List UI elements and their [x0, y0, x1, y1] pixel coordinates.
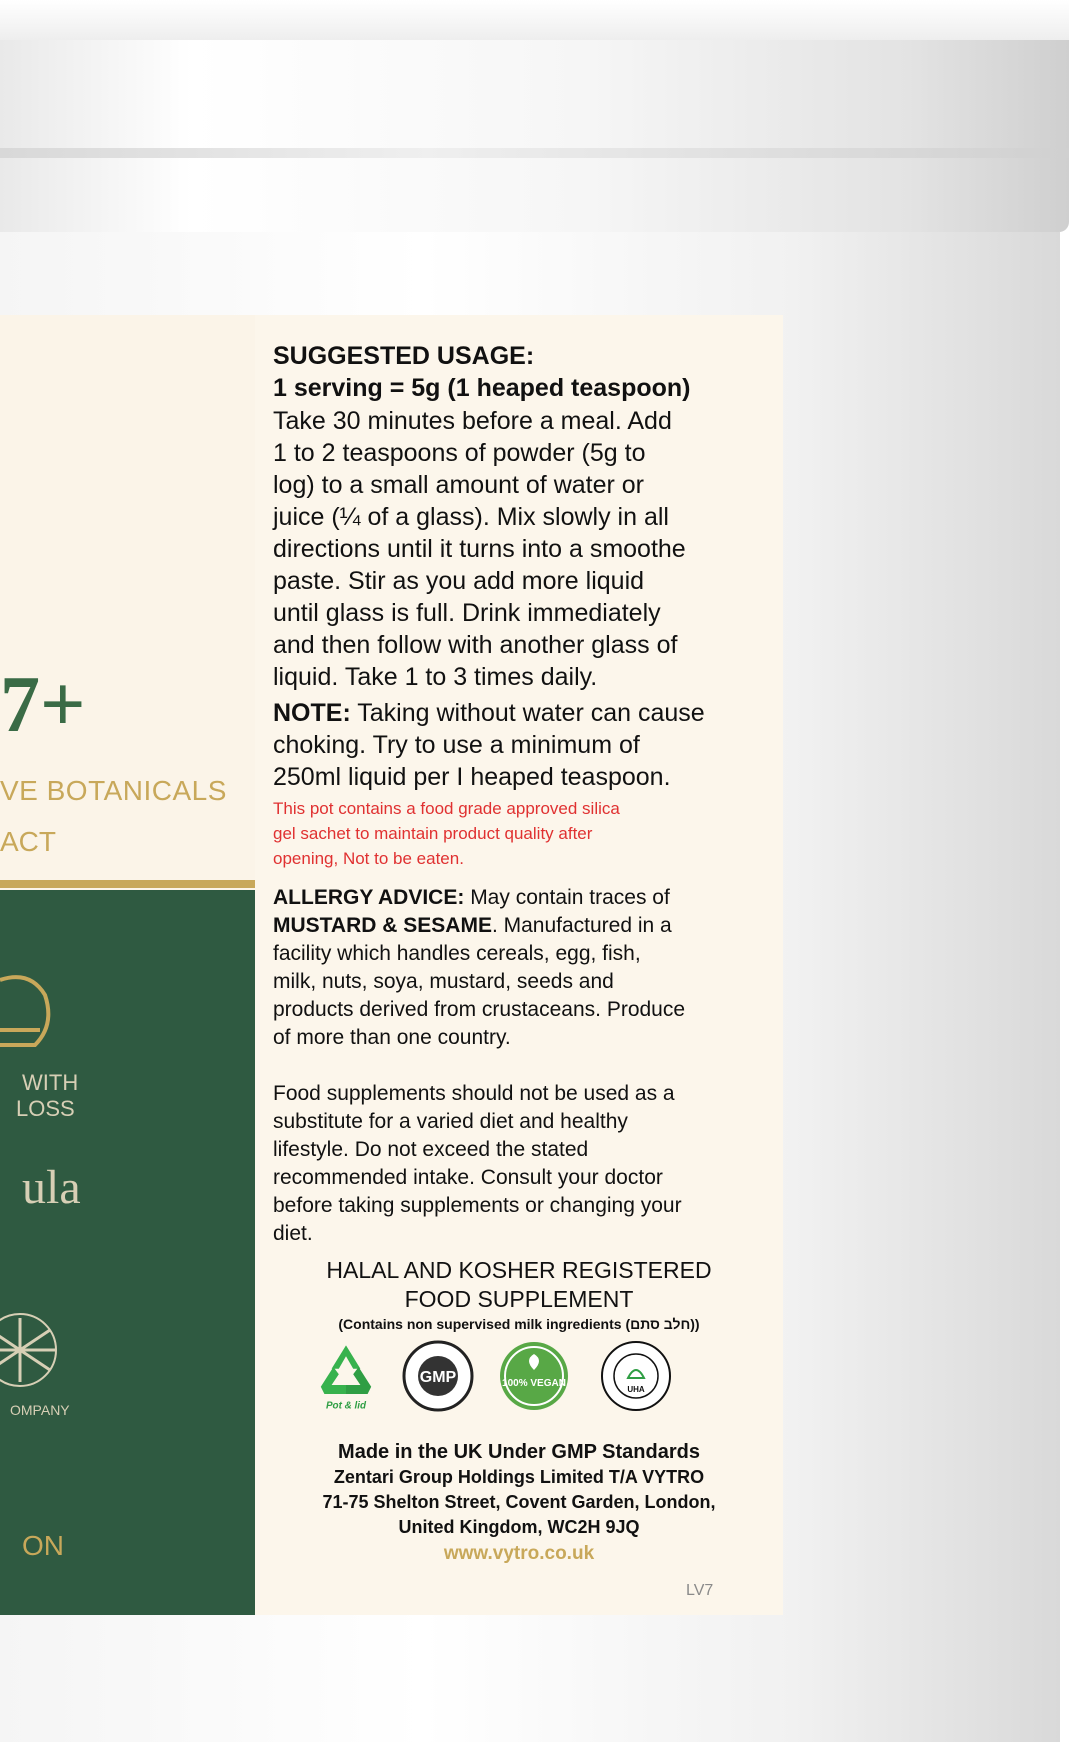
address-line: 71-75 Shelton Street, Covent Garden, London,	[322, 1492, 716, 1512]
silica-warning: This pot contains a food grade approved silica	[273, 799, 620, 818]
supplement-notice: recommended intake. Consult your doctor	[273, 1166, 663, 1189]
usage-line: juice (¼ of a glass). Mix slowly in all	[273, 503, 669, 531]
allergy-line: facility which handles cereals, egg, fish,	[273, 942, 641, 965]
gold-divider	[0, 880, 255, 888]
vegan-text: 100% VEGAN	[502, 1378, 566, 1389]
product-title-fragment: 7+	[0, 661, 86, 749]
halal-kosher-line: HALAL AND KOSHER REGISTERED	[326, 1257, 712, 1283]
extract-fragment: ACT	[0, 826, 56, 857]
halal-text: UHA	[627, 1385, 645, 1394]
allergy-line-2	[273, 912, 672, 940]
supplement-notice: substitute for a varied diet and healthy	[273, 1110, 628, 1133]
gmp-seal-icon	[402, 1340, 474, 1412]
usage-heading: SUGGESTED USAGE:	[273, 342, 535, 370]
usage-line: Take 30 minutes before a meal. Add	[273, 407, 672, 435]
with-fragment: WITH	[22, 1070, 79, 1095]
allergy-text: May contain traces of	[464, 886, 670, 909]
usage-line: liquid. Take 1 to 3 times daily.	[273, 663, 598, 691]
usage-line: 1 to 2 teaspoons of powder (5g to	[273, 439, 646, 467]
supplement-notice: lifestyle. Do not exceed the stated	[273, 1138, 589, 1161]
usage-line: paste. Stir as you add more liquid	[273, 567, 645, 595]
website-link[interactable]: www.vytro.co.uk	[443, 1543, 595, 1564]
formula-fragment: ula	[22, 1161, 81, 1214]
halal-authority-icon	[600, 1340, 672, 1412]
certification-badges	[310, 1340, 730, 1420]
allergy-line: products derived from crustaceans. Produce	[273, 998, 686, 1021]
usage-line: until glass is full. Drink immediately	[273, 599, 661, 627]
supplement-notice: diet.	[273, 1222, 313, 1245]
bottom-fragment: ON	[22, 1530, 64, 1561]
serving-size: 1 serving = 5g (1 heaped teaspoon)	[273, 374, 691, 402]
supplement-notice: before taking supplements or changing your	[273, 1194, 682, 1217]
allergens: MUSTARD & SESAME	[273, 914, 492, 937]
note-label: NOTE:	[273, 699, 351, 727]
recycle-icon	[310, 1340, 382, 1412]
allergy-text: . Manufactured in a	[491, 914, 672, 937]
silica-warning: gel sachet to maintain product quality after	[273, 824, 593, 843]
note-line-3: 250ml liquid per I heaped teaspoon.	[273, 763, 671, 791]
note-line-2: choking. Try to use a minimum of	[273, 731, 640, 759]
address-line: United Kingdom, WC2H 9JQ	[398, 1517, 640, 1537]
supplement-notice: Food supplements should not be used as a	[273, 1082, 675, 1105]
gmp-text: GMP	[419, 1369, 457, 1386]
recycle-caption: Pot & lid	[325, 1400, 367, 1412]
product-code: LV7	[686, 1582, 714, 1599]
allergy-line-1	[273, 884, 670, 912]
company-fragment: OMPANY	[10, 1402, 70, 1418]
allergy-label: ALLERGY ADVICE:	[273, 886, 465, 909]
scale-icon	[0, 950, 70, 1060]
note-text: Taking without water can cause	[350, 699, 705, 727]
silica-warning: opening, Not to be eaten.	[273, 849, 464, 868]
usage-line: and then follow with another glass of	[273, 631, 678, 659]
usage-line: directions until it turns into a smoothe	[273, 535, 686, 563]
pot-lid	[0, 0, 1069, 232]
company-name: Zentari Group Holdings Limited T/A VYTRO	[333, 1467, 705, 1487]
note-line-1	[273, 697, 705, 729]
botanicals-fragment: VE BOTANICALS	[0, 775, 227, 806]
uk-flag-seal-icon	[0, 1310, 80, 1390]
food-supplement-line: FOOD SUPPLEMENT	[404, 1286, 634, 1312]
milk-ingredients-line: (Contains non supervised milk ingredients (חלב סתם))	[338, 1316, 700, 1332]
made-in-uk: Made in the UK Under GMP Standards	[338, 1441, 700, 1463]
allergy-line: of more than one country.	[273, 1026, 511, 1049]
allergy-line: milk, nuts, soya, mustard, seeds and	[273, 970, 614, 993]
usage-line: log) to a small amount of water or	[273, 471, 644, 499]
vegan-leaf-icon	[498, 1340, 570, 1412]
loss-fragment: LOSS	[16, 1096, 75, 1121]
